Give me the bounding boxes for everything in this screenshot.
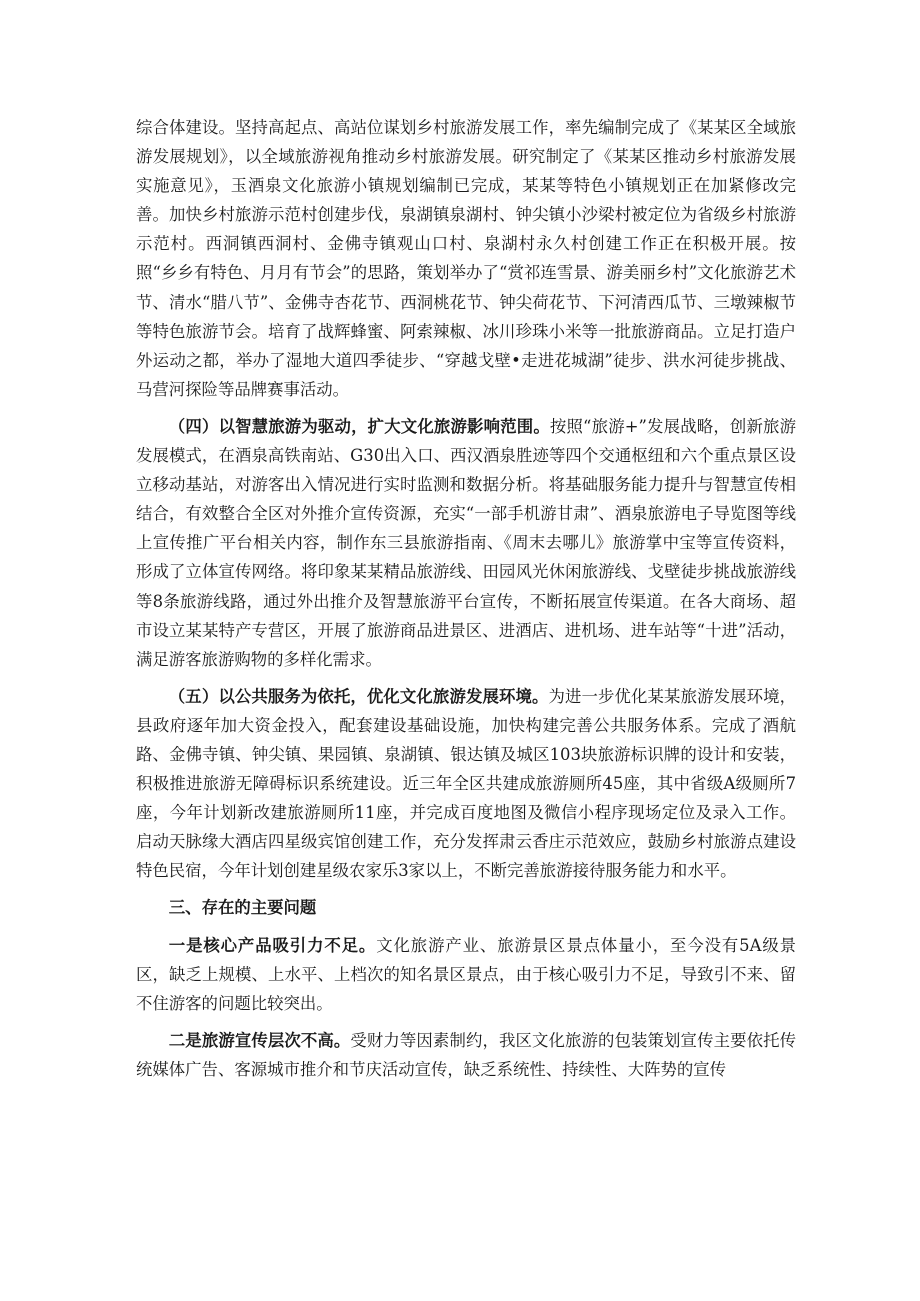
paragraph-text: 按照“旅游+”发展战略，创新旅游发展模式，在酒泉高铁南站、G30出入口、西汉酒泉胜迹等四个交通枢纽和六个重点景区设立移动基站，对游客出入情况进行实时监测和数据分析。将基础服务能力提升与智慧宣传相结合，有效整合全区对外推介宣传资源，充实“一部手机游甘肃”、酒泉旅游电子导览图等线上宣传推广平台相关内容，制作东三县旅游指南、《周末去哪儿》旅游掌中宝等宣传资料，形成了立体宣传网络。将印象某某精品旅游线、田园风光休闲旅游线、戈壁徒步挑战旅游线等8条旅游线路，通过外出推介及智慧旅游平台宣传，不断拓展宣传渠道。在各大商场、超市设立某某特产专营区，开展了旅游商品进景区、进酒店、进机场、进车站等“十进”活动，满足游客旅游购物的多样化需求。: [136, 416, 797, 669]
problem-paragraph: [136, 1026, 796, 1084]
paragraph-text: 综合体建设。坚持高起点、高站位谋划乡村旅游发展工作，率先编制完成了《某某区全域旅游发展规划》，以全域旅游视角推动乡村旅游发展。研究制定了《某某区推动乡村旅游发展实施意见》，玉酒泉文化旅游小镇规划编制已完成，某某等特色小镇规划正在加紧修改完善。加快乡村旅游示范村创建步伐，泉湖镇泉湖村、钟尖镇小沙梁村被定位为省级乡村旅游示范村。西洞镇西洞村、金佛寺镇观山口村、泉湖村永久村创建工作正在积极开展。按照“乡乡有特色、月月有节会”的思路，策划举办了“赏祁连雪景、游美丽乡村”文化旅游艺术节、清水“腊八节”、金佛寺杏花节、西洞桃花节、钟尖荷花节、下河清西瓜节、三墩辣椒节等特色旅游节会。培育了战辉蜂蜜、阿索辣椒、冰川珍珠小米等一批旅游商品。立足打造户外运动之都，举办了湿地大道四季徒步、“穿越戈壁•走进花城湖”徒步、洪水河徒步挑战、马营河探险等品牌赛事活动。: [136, 118, 796, 399]
paragraph-public-service: [136, 682, 796, 886]
paragraph-text: 为进一步优化某某旅游发展环境，县政府逐年加大资金投入，配套建设基础设施，加快构建完善公共服务体系。完成了酒航路、金佛寺镇、钟尖镇、果园镇、泉湖镇、银达镇及城区103块旅游标识牌的设计和安装，积极推进旅游无障碍标识系统建设。近三年全区共建成旅游厕所45座，其中省级A级厕所7座，今年计划新改建旅游厕所11座，并完成百度地图及微信小程序现场定位及录入工作。启动天脉缘大酒店四星级宾馆创建工作，充分发挥肃云香庄示范效应，鼓励乡村旅游点建设特色民宿，今年计划创建星级农家乐3家以上，不断完善旅游接待服务能力和水平。: [136, 686, 797, 881]
paragraph-lead: （四）以智慧旅游为驱动，扩大文化旅游影响范围。: [168, 416, 550, 436]
section-heading: 三、存在的主要问题: [168, 898, 317, 918]
paragraph-continuation: [136, 113, 796, 404]
problem-paragraph: [136, 931, 796, 1018]
paragraph-lead: （五）以公共服务为依托，优化文化旅游发展环境。: [168, 686, 549, 706]
problem-text: 文化旅游产业、旅游景区景点体量小，至今没有5A级景区，缺乏上规模、上水平、上档次的知名景区景点，由于核心吸引力不足，导致引不来、留不住游客的问题比较突出。: [136, 935, 797, 1013]
problem-lead: 一是核心产品吸引力不足。: [168, 935, 377, 955]
problem-lead: 二是旅游宣传层次不高。: [168, 1030, 351, 1050]
paragraph-smart-tourism: [136, 412, 796, 674]
document-page: [136, 113, 796, 1092]
problem-text: 受财力等因素制约，我区文化旅游的包装策划宣传主要依托传统媒体广告、客源城市推介和节庆活动宣传，缺乏系统性、持续性、大阵势的宣传: [136, 1030, 796, 1079]
